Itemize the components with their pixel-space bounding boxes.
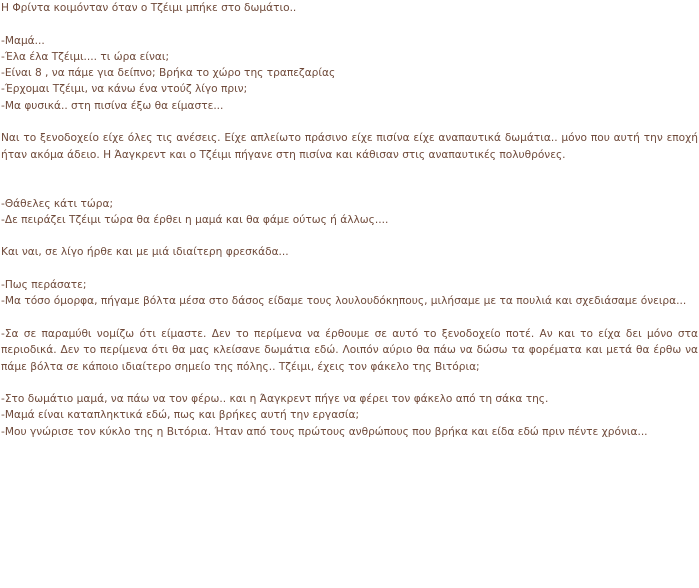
dialogue-line: -Έλα έλα Τζέιμι.... τι ώρα είναι; <box>1 50 170 63</box>
document-body <box>1 0 698 456</box>
dialogue-paragraph: -Μου γνώρισε τον κύκλο της η Βιτόρια. Ήταν από τους πρώτους ανθρώπους που βρήκα και είδα εδώ πριν πέντε χρόνια... <box>1 425 648 438</box>
dialogue-line: -Έρχομαι Τζέιμι, να κάνω ένα ντούζ λίγο πριν; <box>1 83 248 96</box>
dialogue-line: -Είναι 8 , να πάμε για δείπνο; Βρήκα το χώρο της τραπεζαρίας <box>1 67 336 80</box>
dialogue-line: -Μαμά... <box>1 34 45 47</box>
blank-line <box>1 114 698 130</box>
blank-line <box>1 179 698 195</box>
narration-line: Και ναι, σε λίγο ήρθε και με μιά ιδιαίτερη φρεσκάδα... <box>1 246 289 259</box>
dialogue-line: -Δε πειράζει Τζέιμι τώρα θα έρθει η μαμά και θα φάμε ούτως ή άλλως.... <box>1 213 389 226</box>
dialogue-line: -Μα φυσικά.. στη πισίνα έξω θα είμαστε... <box>1 99 224 112</box>
dialogue-paragraph: -Μα τόσο όμορφα, πήγαμε βόλτα μέσα στο δάσος είδαμε τους λουλουδόκηπους, μιλήσαμε με τα πουλιά και σχεδιάσαμε όνειρα... <box>1 295 687 308</box>
dialogue-paragraph: -Σα σε παραμύθι νομίζω ότι είμαστε. Δεν το περίμενα να έρθουμε σε αυτό το ξενοδοχείο ποτέ. Αν και το είχα δει μόνο στα περιοδικά. Δεν το περίμενα ότι θα μας κλείσανε δωμάτια εδώ. Λοιπόν αύριο θα πάω να δώσω τα φορέματα και μετά θα έρθω να πάμε βόλτα σε κάποιο ιδιαίτερο σημείο της πόλης.. Τζέιμι, έχεις τον φάκελο της Βιτόρια; <box>1 327 698 373</box>
narration-paragraph: Ναι το ξενοδοχείο είχε όλες τις ανέσεις. Είχε απλείωτο πράσινο είχε πισίνα είχε αναπαυτικά δωμάτια.. μόνο που αυτή την εποχή ήταν ακόμα άδειο. Η Άαγκρεντ και ο Τζέιμι πήγανε στη πισίνα και κάθισαν στις αναπαυτικές πολυθρόνες. <box>1 132 698 161</box>
blank-line <box>1 16 698 32</box>
intro-line: Η Φρίντα κοιμόνταν όταν ο Τζέιμι μπήκε στο δωμάτιο.. <box>1 2 297 14</box>
dialogue-line: -Στο δωμάτιο μαμά, να πάω να τον φέρω.. και η Άαγκρεντ πήγε να φέρει τον φάκελο από τη σάκα της. <box>1 393 549 406</box>
blank-line <box>1 261 698 277</box>
blank-line <box>1 228 698 244</box>
dialogue-line: -Θάθελες κάτι τώρα; <box>1 197 114 210</box>
dialogue-line: -Μαμά είναι καταπληκτικά εδώ, πως και βρήκες αυτή την εργασία; <box>1 409 360 422</box>
dialogue-line: -Πως περάσατε; <box>1 279 87 292</box>
